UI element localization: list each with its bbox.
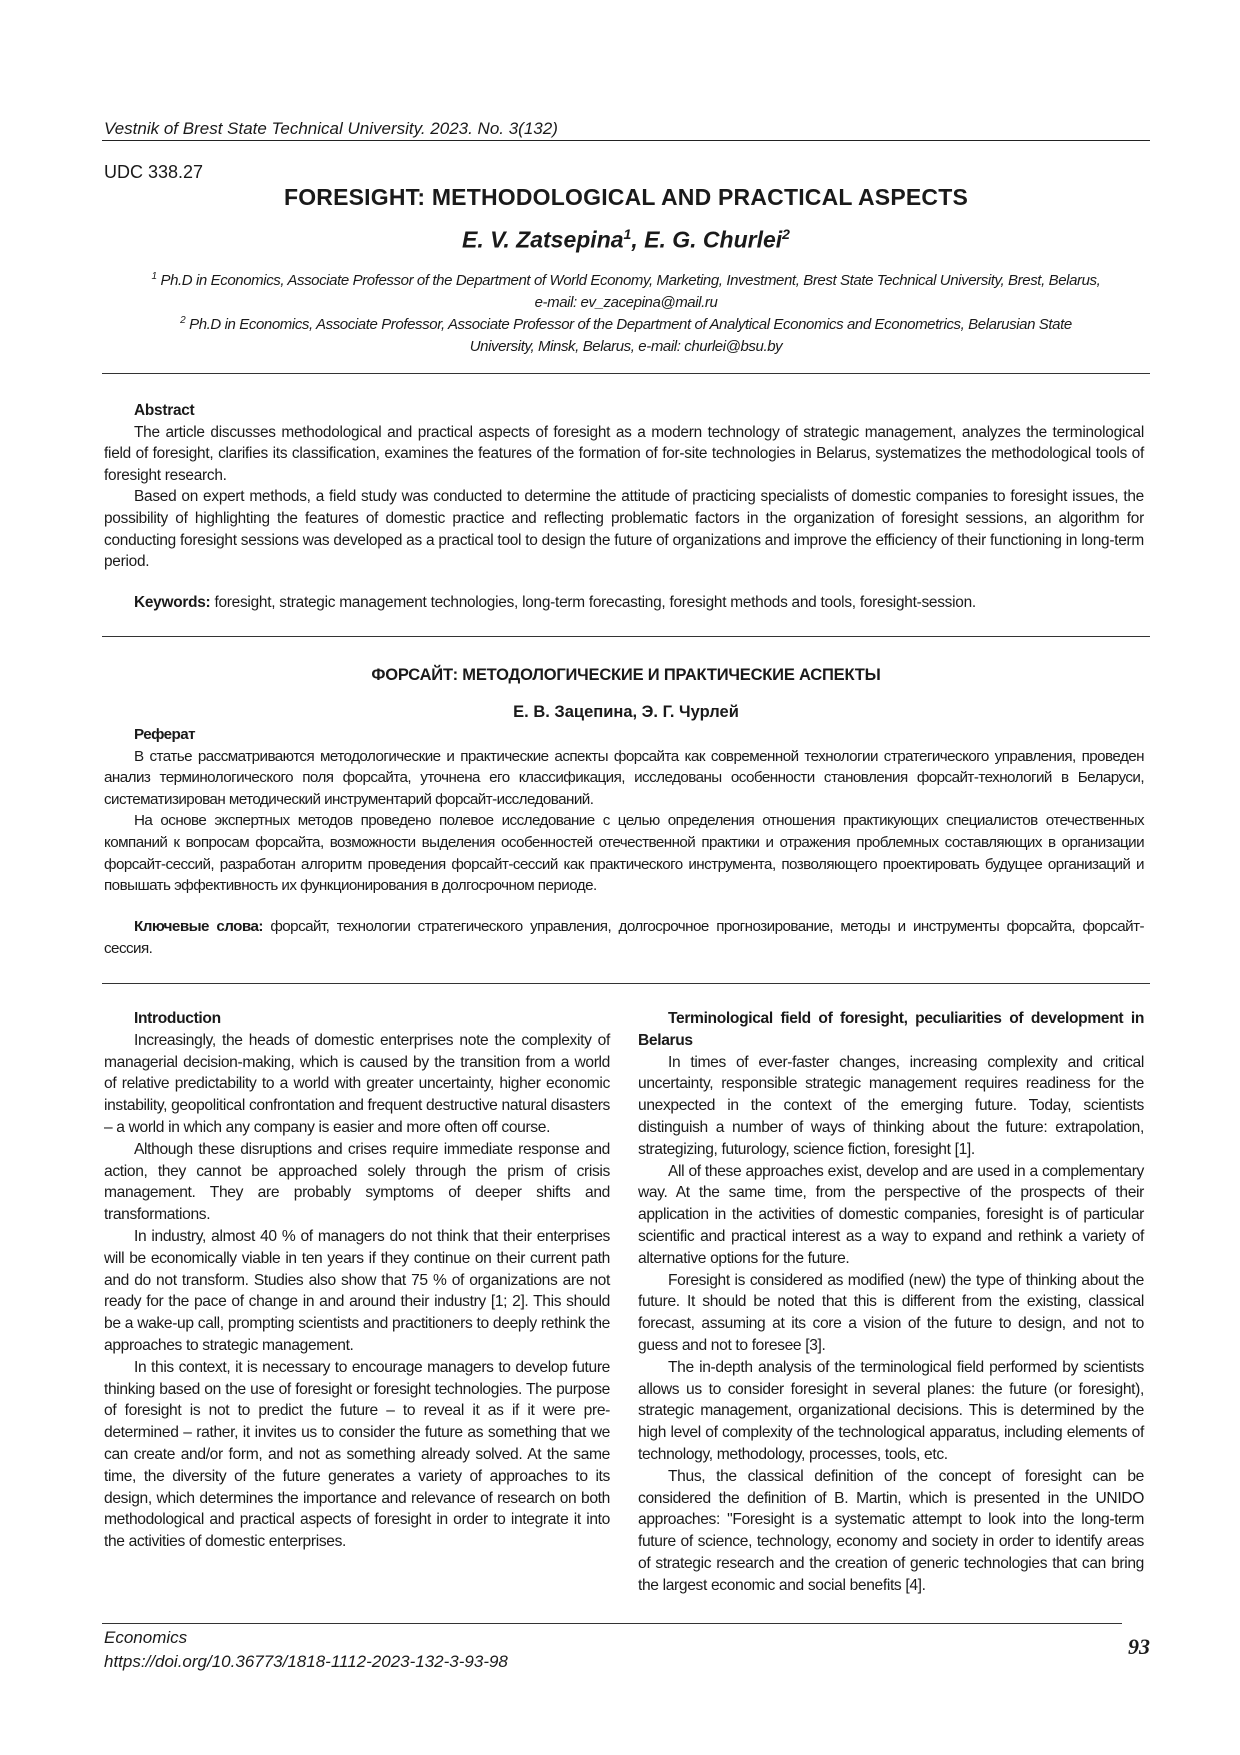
body-paragraph: Foresight is considered as modified (new) the type of thinking about the future. It should be noted that this is different from the existing, classical forecast, assuming at its core a vision of the future to design, and not to guess and not to foresee [3]. — [638, 1271, 1144, 1354]
section-heading: Introduction — [134, 1010, 221, 1027]
affiliation-marker: 1 — [623, 226, 632, 242]
affiliation-marker: 1 — [151, 271, 157, 282]
body-column-right — [638, 1008, 1144, 1597]
footer-section: Economics — [104, 1628, 188, 1647]
affiliation-text: Ph.D in Economics, Associate Professor, Associate Professor of the Department of Analytical Economics and Econometrics, Belarusian State University, Minsk, Belarus, e-mail: churlei@bsu.by — [185, 316, 1072, 355]
authors-ru: Е. В. Зацепина, Э. Г. Чурлей — [513, 703, 739, 721]
authors-en — [102, 226, 1150, 254]
abstract-en — [104, 400, 1144, 573]
section-rule — [102, 983, 1150, 984]
affiliation-2 — [150, 310, 1102, 358]
abstract-paragraph-ru: На основе экспертных методов проведено полевое исследование с целью определения отношения практикующих специалистов отечественных компаний к вопросам форсайта, возможности выделения особенностей отечественной практики и отражения проблемных составляющих в организации форсайт-сессий, разработан алгоритм проведения форсайт-сессий как практического инструмента, позволяющего проектировать будущее организаций и повышать эффективность их функционирования в долгосрочном периоде. — [104, 812, 1144, 895]
affiliation-marker: 2 — [782, 226, 790, 242]
section-rule — [102, 373, 1150, 374]
abstract-paragraph: Based on expert methods, a field study was conducted to determine the attitude of practicing specialists of domestic companies to foresight issues, the possibility of highlighting the features of domestic practice and reflecting problematic factors in the organization of foresight sessions, an algorithm for conducting foresight sessions was developed as a practical tool to design the future of organizations and improve the efficiency of their functioning in long-term period. — [104, 488, 1144, 571]
keywords-label-ru: Ключевые слова: — [134, 918, 263, 935]
abstract-heading: Abstract — [134, 402, 195, 419]
keywords-text: foresight, strategic management technologies, long-term forecasting, foresight methods and tools, foresight-session. — [210, 594, 976, 611]
body-paragraph: Increasingly, the heads of domestic enterprises note the complexity of managerial decision-making, which is caused by the transition from a world of relative predictability to a world with greater uncertainty, higher economic instability, geopolitical confrontation and frequent destructive natural disasters – a world in which any company is easier and more often off course. — [104, 1031, 610, 1136]
affiliation-1 — [150, 266, 1102, 314]
article-title-en: FORESIGHT: METHODOLOGICAL AND PRACTICAL ASPECTS — [283, 184, 969, 210]
footer-rule — [102, 1623, 1122, 1624]
abstract-paragraph: The article discusses methodological and practical aspects of foresight as a modern technology of strategic management, analyzes the terminological field of foresight, clarifies its classification, examines the features of the formation of for-site technologies in Belarus, systematizes the methodological tools of foresight research. — [104, 423, 1144, 484]
keywords-text-ru: форсайт, технологии стратегического управления, долгосрочное прогнозирование, методы и инструменты форсайта, форсайт-сессия. — [104, 918, 1144, 957]
body-paragraph: In this context, it is necessary to encourage managers to develop future thinking based on the use of foresight or foresight technologies. The purpose of foresight is not to predict the future – to reveal it as if it were pre-determined – rather, it invites us to consider the future as something that we can create and/or form, and not as something already solved. At the same time, the diversity of the future generates a variety of approaches to its design, which determines the importance and relevance of research on both methodological and practical aspects of foresight in order to integrate it into the activities of domestic enterprises. — [104, 1358, 610, 1551]
author-name: E. V. Zatsepina — [462, 226, 624, 253]
section-heading: Terminological field of foresight, peculiarities of development in Belarus — [638, 1010, 1144, 1049]
keywords-ru — [104, 916, 1144, 959]
section-rule — [102, 636, 1150, 637]
footer-doi-link[interactable]: https://doi.org/10.36773/1818-1112-2023-132-3-93-98 — [104, 1652, 508, 1671]
body-paragraph: All of these approaches exist, develop and are used in a complementary way. At the same time, from the perspective of the prospects of their application in the activities of domestic companies, foresight is of particular scientific and practical interest as a way to expand and rethink a variety of alternative options for the future. — [638, 1162, 1144, 1267]
affiliation-marker: 2 — [180, 315, 186, 326]
article-title-ru: ФОРСАЙТ: МЕТОДОЛОГИЧЕСКИЕ И ПРАКТИЧЕСКИЕ АСПЕКТЫ — [371, 666, 881, 684]
running-head: Vestnik of Brest State Technical University. 2023. No. 3(132) — [104, 119, 558, 138]
page-number: 93 — [1128, 1634, 1150, 1659]
author-separator: , — [631, 226, 645, 253]
body-paragraph: The in-depth analysis of the terminological field performed by scientists allows us to consider foresight in several planes: the future (or foresight), strategic management, organizational decisions. This is determined by the high level of complexity of the technological apparatus, including elements of technology, methodology, processes, tools, etc. — [638, 1358, 1144, 1463]
abstract-ru — [104, 724, 1144, 897]
affiliation-text: Ph.D in Economics, Associate Professor of the Department of World Economy, Marketing, Investment, Brest State Technical University, Brest, Belarus, e-mail: ev_zacepina@mail.ru — [156, 272, 1101, 311]
abstract-paragraph-ru: В статье рассматриваются методологические и практические аспекты форсайта как современной технологии стратегического управления, проведен анализ терминологического поля форсайта, уточнена его классификация, исследованы особенности становления форсайт-технологий в Беларуси, систематизирован методический инструментарий форсайт-исследований. — [104, 747, 1144, 808]
body-paragraph: Although these disruptions and crises require immediate response and action, they cannot be approached solely through the prism of crisis management. They are probably symptoms of deeper shifts and transformations. — [104, 1140, 610, 1224]
keywords-en — [104, 592, 1144, 614]
body-paragraph: In industry, almost 40 % of managers do not think that their enterprises will be economically viable in ten years if they continue on their current path and do not transform. Studies also show that 75 % of organizations are not ready for the pace of change in and around their industry [1; 2]. This should be a wake-up call, prompting scientists and practitioners to deeply rethink the approaches to strategic management. — [104, 1227, 610, 1354]
abstract-heading-ru: Реферат — [134, 726, 196, 743]
body-paragraph: In times of ever-faster changes, increasing complexity and critical uncertainty, responsible strategic management requires readiness for the unexpected in the context of the emerging future. Today, scientists distinguish a number of ways of thinking about the future: extrapolation, strategizing, futurology, science fiction, foresight [1]. — [638, 1053, 1144, 1158]
header-rule — [102, 140, 1150, 141]
keywords-label: Keywords: — [134, 594, 211, 611]
body-paragraph: Thus, the classical definition of the concept of foresight can be considered the definition of B. Martin, which is presented in the UNIDO approaches: "Foresight is a systematic attempt to look into the long-term future of science, technology, economy and society in order to identify areas of strategic research and the creation of generic technologies that can bring the largest economic and social benefits [4]. — [638, 1467, 1144, 1594]
body-column-left — [104, 1008, 610, 1553]
udc-code: UDC 338.27 — [104, 162, 204, 182]
author-name: E. G. Churlei — [644, 226, 783, 253]
